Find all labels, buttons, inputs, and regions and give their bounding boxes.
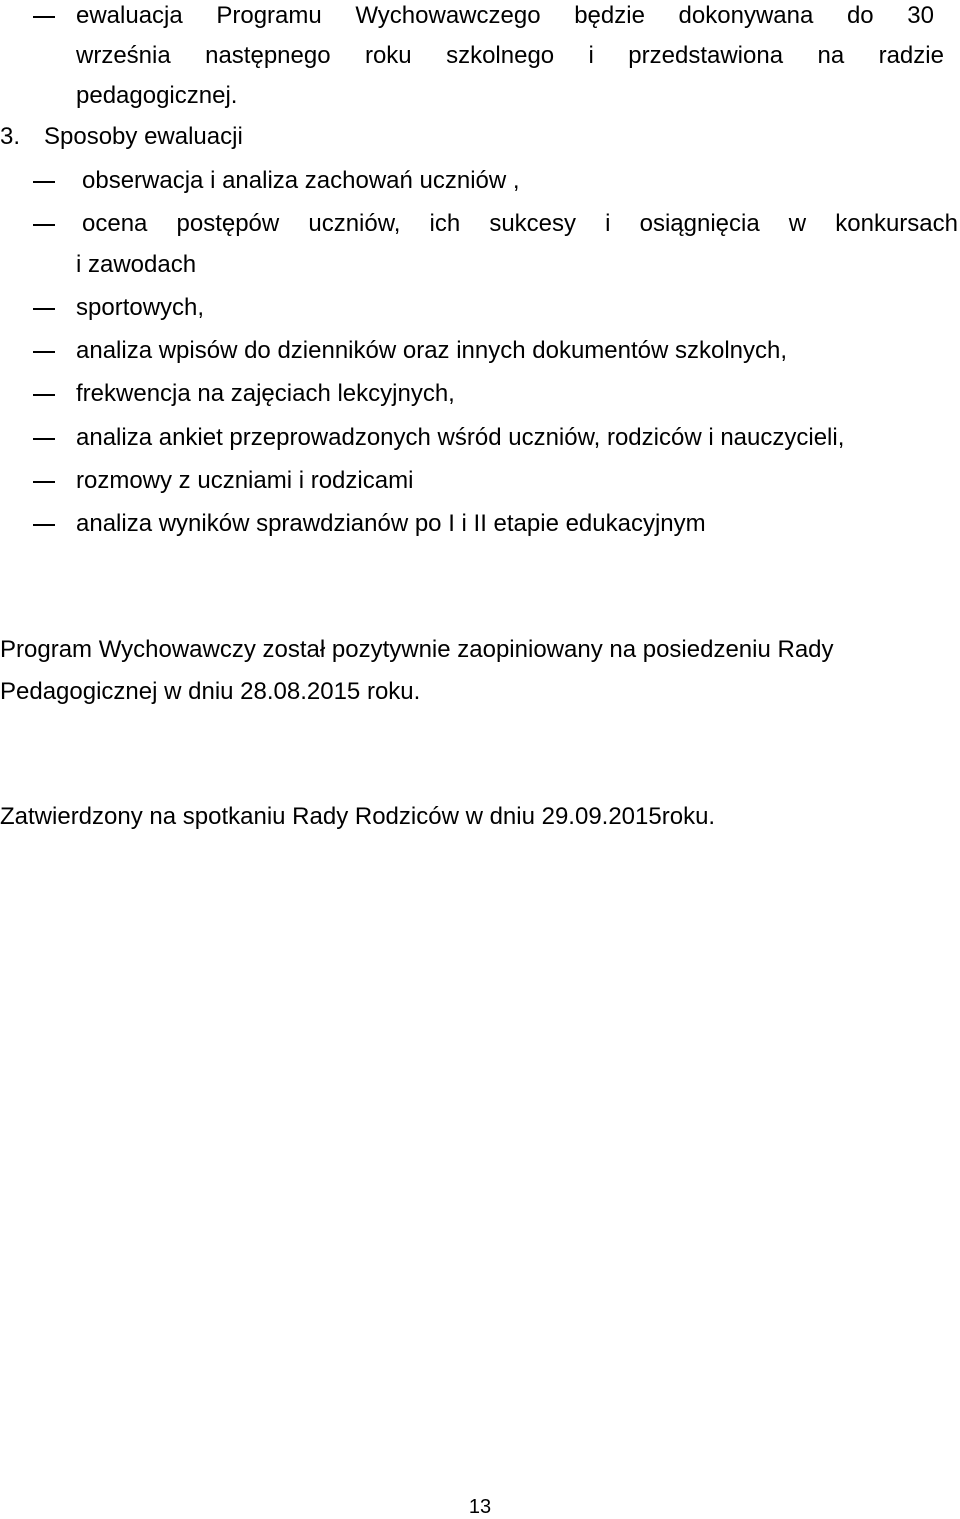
word: postępów (176, 210, 280, 237)
word: następnego (205, 42, 331, 69)
word: uczniów, (308, 210, 401, 237)
word: ocena (82, 210, 148, 237)
word: i (588, 42, 594, 69)
approval-line-1: Program Wychowawczy został pozytywnie zaopiniowany na posiedzeniu Rady (0, 636, 834, 663)
approval-line-2: Pedagogicznej w dniu 28.08.2015 roku. (0, 678, 421, 705)
word: w (788, 210, 807, 237)
list-item-text: frekwencja na zajęciach lekcyjnych, (76, 380, 455, 407)
justified-line (76, 40, 944, 72)
dash-bullet (33, 351, 55, 353)
confirmation-line: Zatwierdzony na spotkaniu Rady Rodziców w dniu 29.09.2015roku. (0, 803, 716, 830)
list-item-text: sportowych, (76, 294, 205, 321)
word: Programu (216, 2, 322, 29)
list-item-text: rozmowy z uczniami i rodzicami (76, 467, 414, 494)
list-item-text: analiza wyników sprawdzianów po I i II etapie edukacyjnym (76, 510, 706, 537)
line-text: i zawodach (76, 251, 197, 278)
page-number: 13 (468, 1496, 492, 1518)
word: ewaluacja (76, 2, 183, 29)
dash-bullet (33, 524, 55, 526)
word: do (846, 2, 874, 29)
dash-bullet (33, 438, 55, 440)
dash-bullet (33, 481, 55, 483)
word: sukcesy (489, 210, 577, 237)
word: Wychowawczego (355, 2, 541, 29)
intro-item-line-2 (0, 40, 960, 72)
section-title: Sposoby ewaluacji (44, 123, 243, 150)
dash-bullet (33, 224, 55, 226)
list-item-text: analiza wpisów do dzienników oraz innych dokumentów szkolnych, (76, 337, 788, 364)
word: konkursach (835, 210, 958, 237)
word: września (76, 42, 171, 69)
dash-bullet (33, 16, 55, 18)
word: na (817, 42, 845, 69)
list-item (0, 208, 960, 240)
section-number: 3. (0, 123, 21, 150)
word: szkolnego (446, 42, 555, 69)
word: i (605, 210, 611, 237)
word: radzie (878, 42, 944, 69)
dash-bullet (33, 181, 55, 183)
intro-item-line-1 (0, 0, 960, 32)
dash-bullet (33, 394, 55, 396)
list-item-text: analiza ankiet przeprowadzonych wśród uczniów, rodziców i nauczycieli, (76, 424, 845, 451)
word: dokonywana (678, 2, 814, 29)
word: roku (364, 42, 412, 69)
word: 30 (907, 2, 934, 29)
justified-line (82, 208, 958, 240)
word: przedstawiona (628, 42, 784, 69)
word: ich (429, 210, 461, 237)
dash-bullet (33, 308, 55, 310)
list-item-text: obserwacja i analiza zachowań uczniów , (82, 167, 520, 194)
word: osiągnięcia (639, 210, 760, 237)
line-text: pedagogicznej. (76, 82, 238, 109)
justified-line (76, 0, 934, 32)
word: będzie (574, 2, 645, 29)
